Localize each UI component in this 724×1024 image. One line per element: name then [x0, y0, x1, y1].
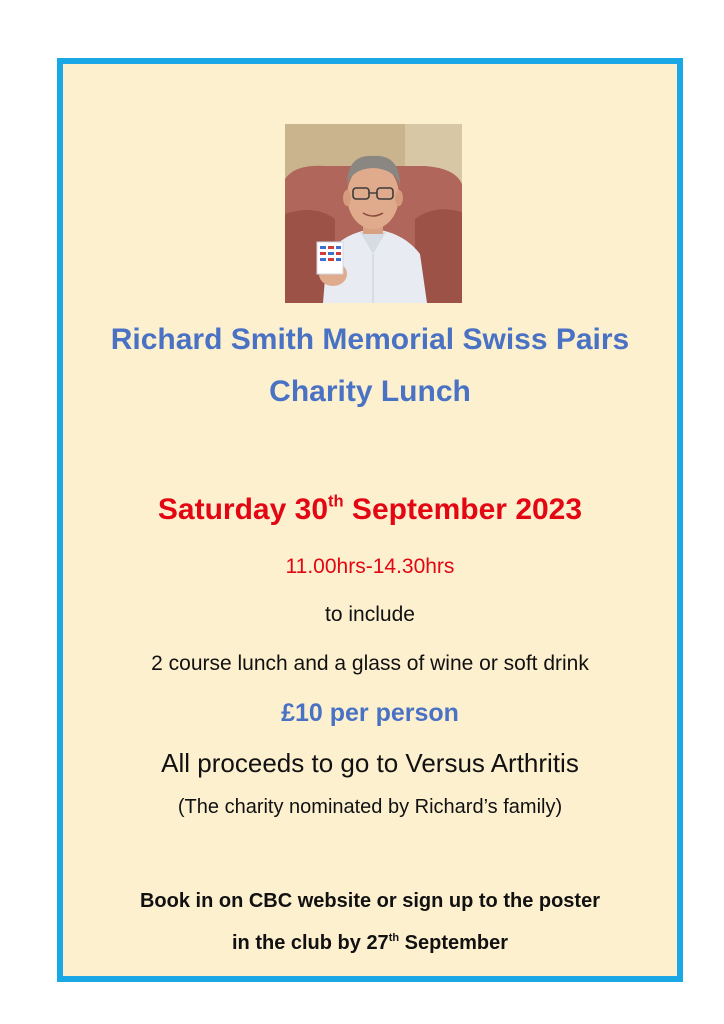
poster — [57, 58, 683, 982]
title-line-1: Richard Smith Memorial Swiss Pairs — [110, 323, 630, 356]
booking-line-2-suffix: th — [388, 931, 400, 944]
booking-line-1: Book in on CBC website or sign up to the poster — [139, 890, 600, 912]
event-date-day: Saturday 30 — [157, 493, 329, 526]
charity-note: (The charity nominated by Richard’s family) — [177, 796, 563, 818]
booking-line-2-start: in the club by 27 — [231, 932, 389, 954]
price: £10 per person — [281, 699, 459, 727]
portrait-photo — [285, 124, 462, 303]
include-text: to include — [325, 603, 415, 626]
portrait-illustration — [285, 124, 462, 303]
event-time: 11.00hrs-14.30hrs — [285, 555, 455, 578]
lunch-details: 2 course lunch and a glass of wine or soft drink — [151, 652, 589, 675]
booking-line-2 — [63, 930, 677, 956]
proceeds-text: All proceeds to go to Versus Arthritis — [161, 748, 579, 778]
event-date — [63, 492, 677, 528]
booking-line-2-end: September — [399, 932, 509, 954]
title-line-2: Charity Lunch — [269, 375, 471, 408]
event-date-rest: September 2023 — [343, 493, 583, 526]
event-date-suffix: th — [328, 492, 344, 511]
